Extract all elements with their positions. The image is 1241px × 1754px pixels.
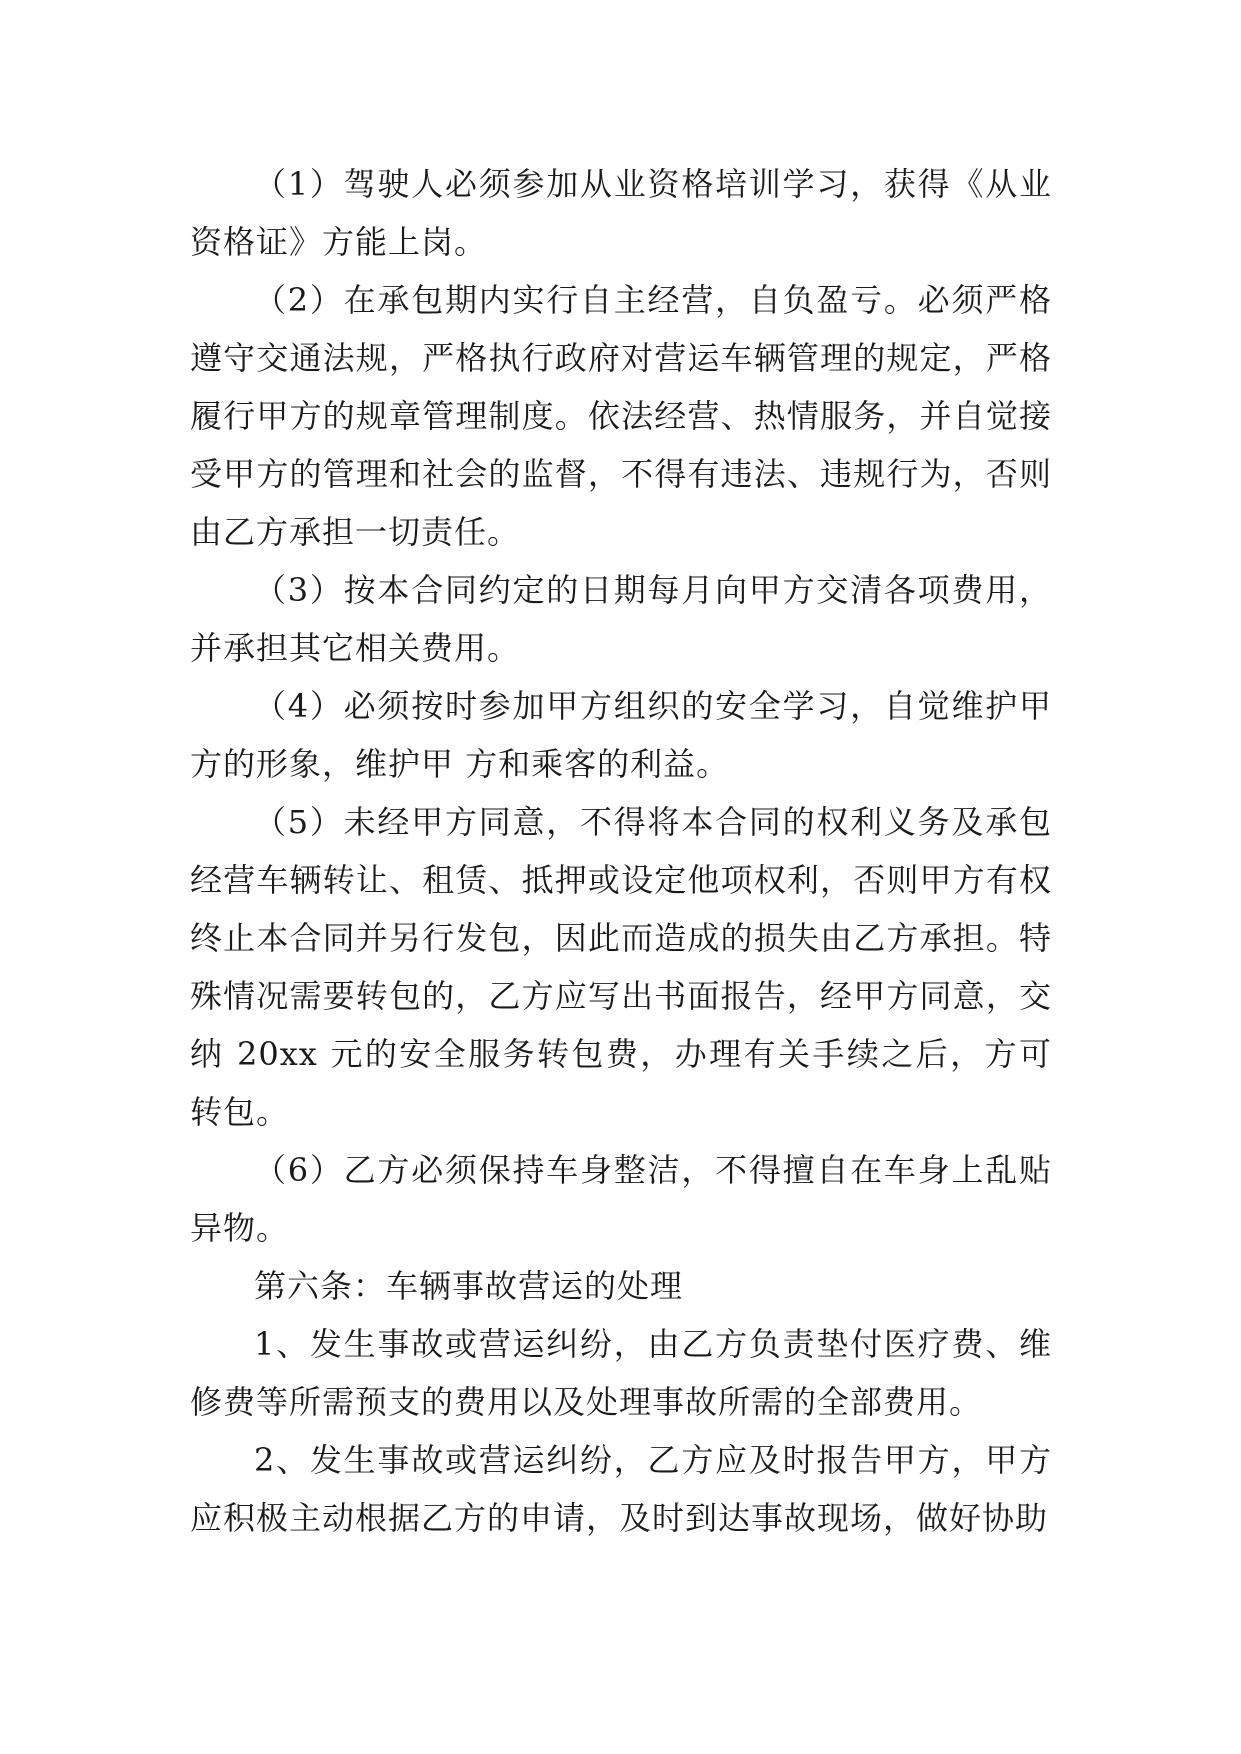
paragraph-clause-4: （4）必须按时参加甲方组织的安全学习，自觉维护甲方的形象，维护甲 方和乘客的利益。 xyxy=(190,687,1052,783)
paragraph-clause-5: （5）未经甲方同意，不得将本合同的权利义务及承包经营车辆转让、租赁、抵押或设定他项权利，否则甲方有权终止本合同并另行发包，因此而造成的损失由乙方承担。特殊情况需要转包的，乙方应写出书面报告，经甲方同意，交纳 20xx 元的安全服务转包费，办理有关手续之后，方可转包。 xyxy=(190,803,1052,1131)
paragraph-clause-6: （6）乙方必须保持车身整洁，不得擅自在车身上乱贴异物。 xyxy=(190,1151,1052,1247)
paragraph-clause-1: （1）驾驶人必须参加从业资格培训学习，获得《从业资格证》方能上岗。 xyxy=(190,165,1052,261)
document-body xyxy=(190,155,1052,1547)
paragraph-article-6-item-2: 2、发生事故或营运纠纷，乙方应及时报告甲方，甲方应积极主动根据乙方的申请，及时到达事故现场，做好协助 xyxy=(190,1441,1052,1537)
paragraph-clause-2: （2）在承包期内实行自主经营，自负盈亏。必须严格遵守交通法规，严格执行政府对营运车辆管理的规定，严格履行甲方的规章管理制度。依法经营、热情服务，并自觉接受甲方的管理和社会的监督，不得有违法、违规行为，否则由乙方承担一切责任。 xyxy=(190,281,1052,551)
paragraph-clause-3: （3）按本合同约定的日期每月向甲方交清各项费用，并承担其它相关费用。 xyxy=(190,571,1052,667)
paragraph-article-6-item-1: 1、发生事故或营运纠纷，由乙方负责垫付医疗费、维修费等所需预支的费用以及处理事故所需的全部费用。 xyxy=(190,1325,1052,1421)
section-heading-article-6: 第六条：车辆事故营运的处理 xyxy=(254,1267,684,1305)
